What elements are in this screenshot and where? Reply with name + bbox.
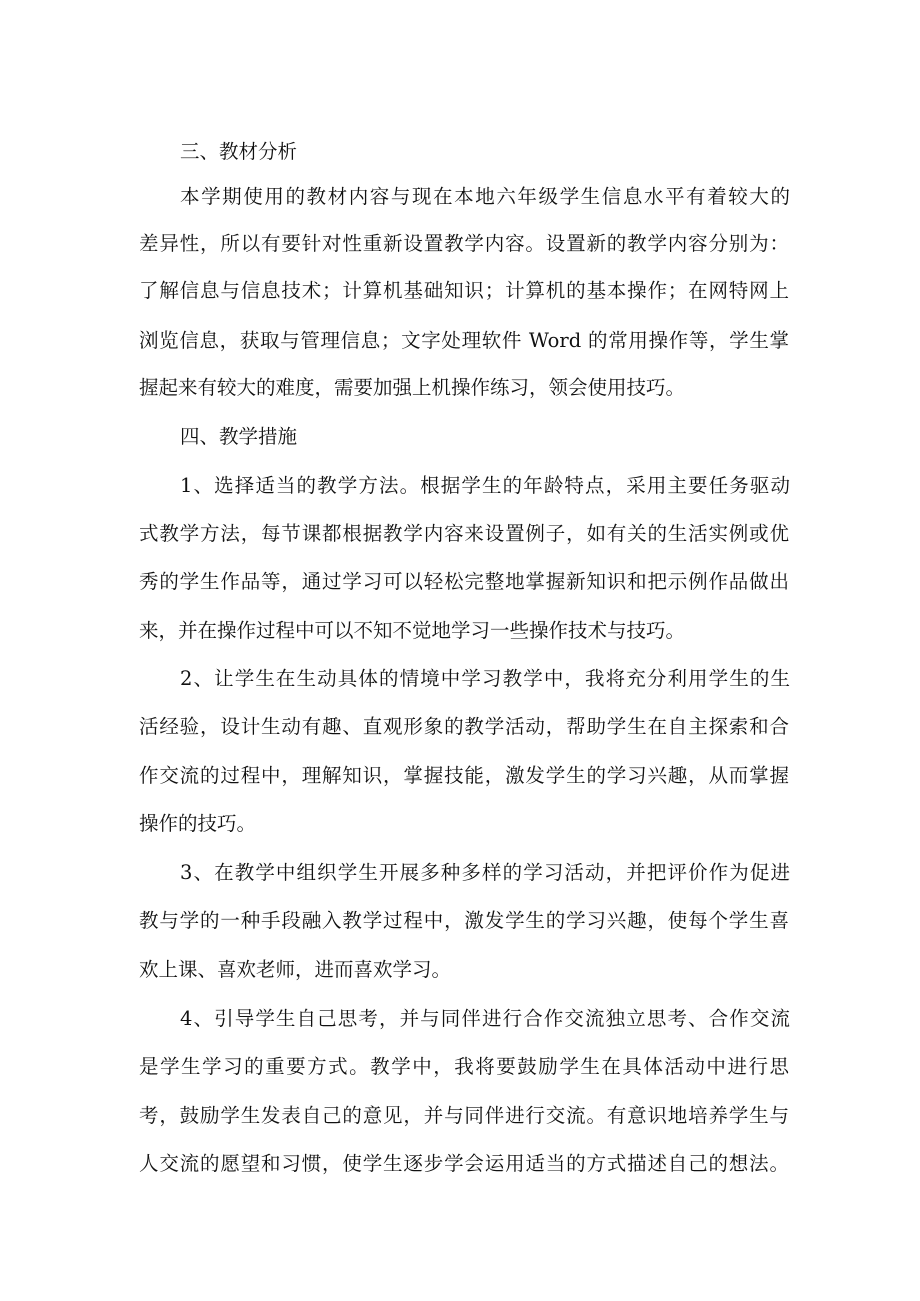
paragraph-line: 作交流的过程中，理解知识，掌握技能，激发学生的学习兴趣，从而掌握: [139, 764, 789, 787]
paragraph-line: 本学期使用的教材内容与现在本地六年级学生信息水平有着较大的: [180, 185, 790, 208]
section-heading-teaching-measures: 四、教学措施: [180, 425, 298, 448]
paragraph-line: 人交流的愿望和习惯，使学生逐步学会运用适当的方式描述自己的想法。: [139, 1152, 789, 1175]
paragraph-line: 2、让学生在生动具体的情境中学习教学中，我将充分利用学生的生: [180, 667, 790, 690]
paragraph-line: 式教学方法，每节课都根据教学内容来设置例子，如有关的生活实例或优: [139, 522, 789, 545]
paragraph-line: 浏览信息，获取与管理信息；文字处理软件 Word 的常用操作等，学生掌: [139, 329, 789, 352]
paragraph-line: 差异性，所以有要针对性重新设置教学内容。设置新的教学内容分别为：: [139, 232, 789, 255]
paragraph-line: 活经验，设计生动有趣、直观形象的教学活动，帮助学生在自主探索和合: [139, 715, 789, 738]
section-heading-textbook-analysis: 三、教材分析: [180, 140, 298, 163]
paragraph-line: 来，并在操作过程中可以不知不觉地学习一些操作技术与技巧。: [139, 619, 686, 642]
paragraph-line: 握起来有较大的难度，需要加强上机操作练习，领会使用技巧。: [139, 376, 686, 399]
paragraph-line: 了解信息与信息技术；计算机基础知识；计算机的基本操作；在网特网上: [139, 279, 789, 302]
paragraph-line: 考，鼓励学生发表自己的意见，并与同伴进行交流。有意识地培养学生与: [139, 1104, 789, 1127]
paragraph-line: 教与学的一种手段融入教学过程中，激发学生的学习兴趣，使每个学生喜: [139, 909, 789, 932]
paragraph-line: 欢上课、喜欢老师，进而喜欢学习。: [139, 958, 452, 981]
paragraph-line: 是学生学习的重要方式。教学中，我将要鼓励学生在具体活动中进行思: [139, 1055, 789, 1078]
paragraph-line: 秀的学生作品等，通过学习可以轻松完整地掌握新知识和把示例作品做出: [139, 570, 789, 593]
paragraph-line: 4、引导学生自己思考，并与同伴进行合作交流独立思考、合作交流: [180, 1007, 790, 1030]
paragraph-line: 3、在教学中组织学生开展多种多样的学习活动，并把评价作为促进: [180, 861, 790, 884]
paragraph-line: 1、选择适当的教学方法。根据学生的年龄特点，采用主要任务驱动: [180, 474, 790, 497]
paragraph-line: 操作的技巧。: [139, 812, 257, 835]
